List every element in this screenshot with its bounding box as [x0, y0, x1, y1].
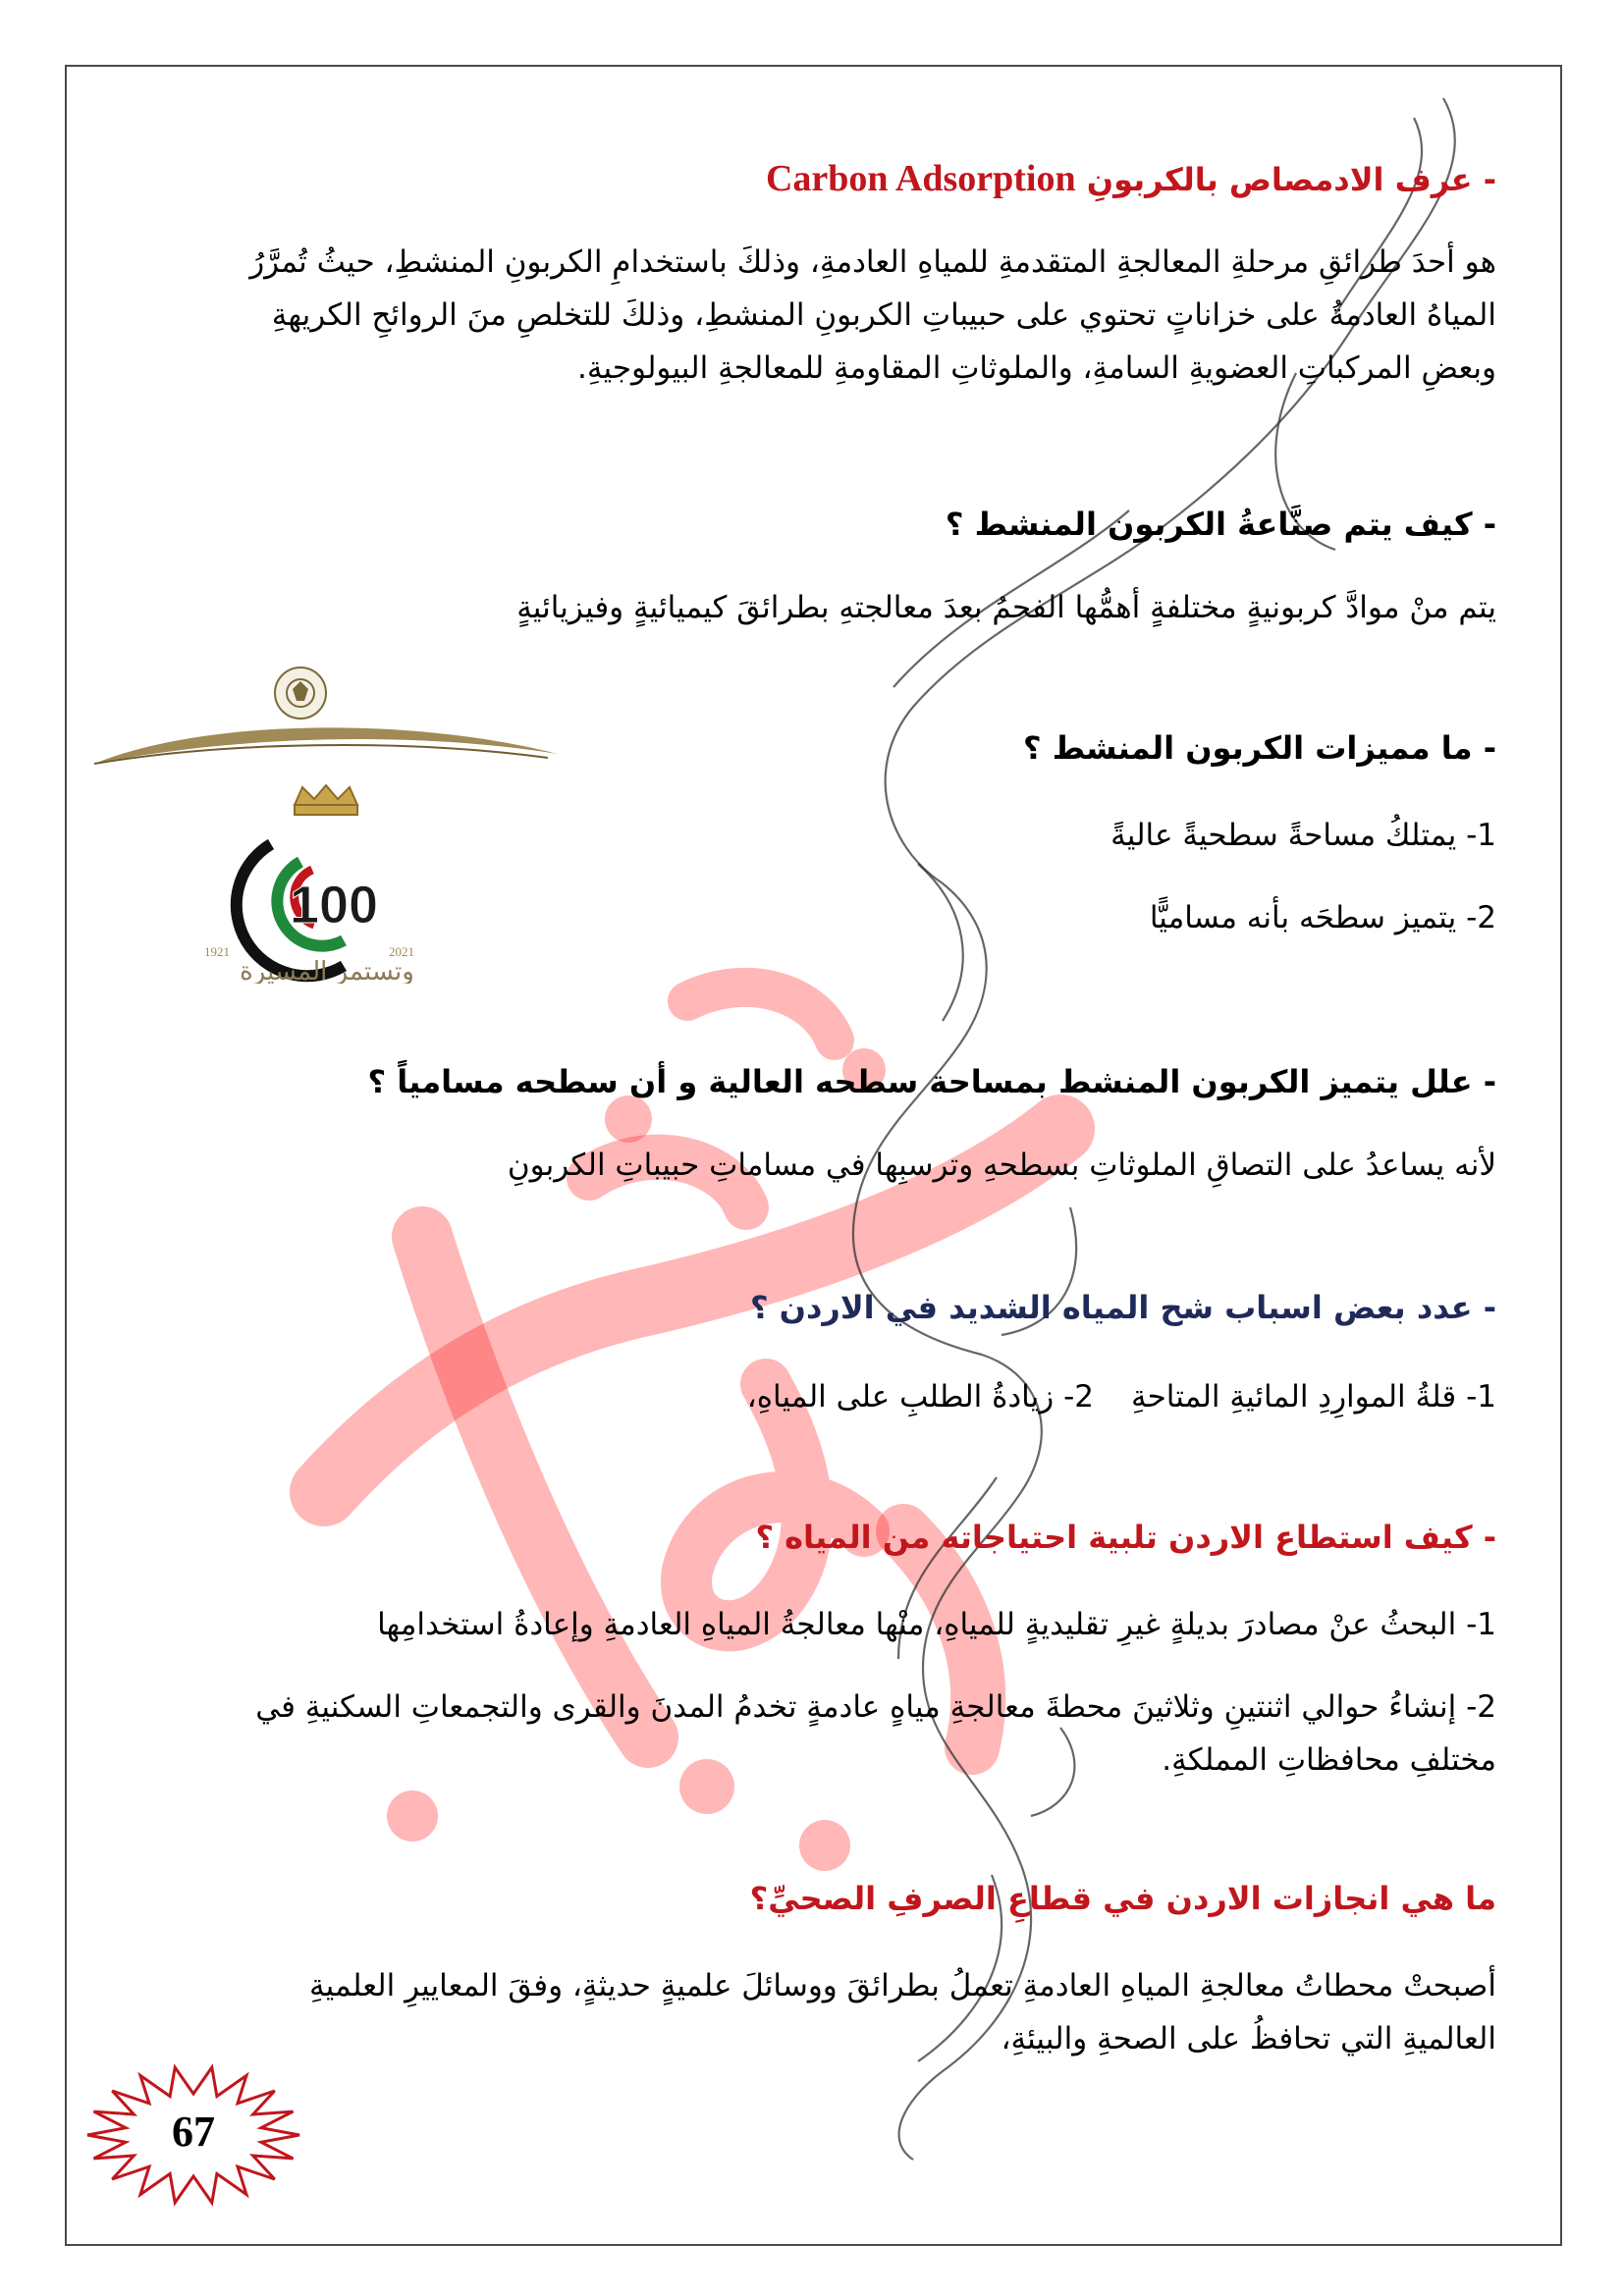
section-how-made — [128, 503, 1496, 546]
section-how-made-answer — [128, 581, 1496, 634]
heading-text: - عرف الادمصاص بالكربونِ — [1086, 161, 1496, 198]
answer-line: أصبحتْ محطاتُ معالجةِ المياهِ العادمةِ تعملُ بطرائقَ ووسائلَ علميةٍ حديثةٍ، وفقَ المعاييرِ العلميةِ — [309, 1968, 1496, 2003]
section-heading: ما هي انجازات الاردن في قطاعِ الصرفِ الصحيِّ؟ — [749, 1880, 1496, 1917]
section-heading: - علل يتميز الكربون المنشط بمساحة سطحه العالية و أن سطحه مسامياً ؟ — [367, 1063, 1496, 1100]
section-carbon-adsorption-answer — [128, 236, 1496, 395]
section-water-scarcity-answer — [128, 1370, 1496, 1423]
logo-number: 100 — [289, 876, 379, 934]
answer-two-column — [128, 1370, 1496, 1423]
answer-line: وبعضِ المركباتِ العضويةِ السامةِ، والملوثاتِ المقاومةِ للمعالجةِ البيولوجيةِ. — [576, 350, 1496, 386]
answer-line: يتم منْ موادَّ كربونيةٍ مختلفةٍ أهمُّها الفحمُ بعدَ معالجتهِ بطرائقَ كيميائيةٍ وفيزيائيةٍ — [516, 590, 1496, 625]
section-water-needs-answer — [128, 1598, 1496, 1787]
section-water-scarcity — [128, 1286, 1496, 1329]
section-heading — [128, 157, 1496, 201]
section-achievements-answer — [128, 1959, 1496, 2065]
answer-line: لأنه يساعدُ على التصاقِ الملوثاتِ بسطحهِ وترسبِها في مساماتِ حبيباتِ الكربونِ — [507, 1148, 1496, 1183]
answer-line: 2- إنشاءُ حوالي اثنتينِ وثلاثينَ محطةَ معالجةِ مياهٍ عادمةٍ تخدمُ المدنَ والقرى والتجمعاتِ السكنيةِ في — [255, 1689, 1496, 1725]
answer-line: مختلفِ محافظاتِ المملكةِ. — [1162, 1742, 1496, 1778]
section-water-needs — [128, 1516, 1496, 1559]
answer-line: 1- يمتلكُ مساحةً سطحيةً عاليةً — [1110, 818, 1496, 853]
section-features-answer — [128, 809, 1496, 944]
section-heading: - عدد بعض اسباب شح المياه الشديد في الاردن ؟ — [749, 1289, 1496, 1326]
answer-item: 1- قلةُ الموارِدِ المائيةِ المتاحةِ — [1130, 1379, 1496, 1415]
answer-line: هو أحدَ طرائقِ مرحلةِ المعالجةِ المتقدمةِ للمياهِ العادمةِ، وذلكَ باستخدامِ الكربونِ المنشطِ، حيثُ تُمرَّرُ — [249, 244, 1496, 280]
section-heading: - كيف استطاع الاردن تلبية احتياجاته من المياه ؟ — [755, 1519, 1496, 1556]
section-heading: - كيف يتم صنَّاعةُ الكربون المنشط ؟ — [945, 506, 1496, 543]
answer-line: المياهُ العادمةُ على خزاناتٍ تحتوي على حبيباتِ الكربونِ المنشطِ، وذلكَ للتخلصِ منَ الروائحِ الكريهةِ — [271, 297, 1496, 333]
logo-year-start: 1921 — [204, 944, 230, 959]
section-carbon-adsorption — [128, 157, 1496, 201]
heading-latin-term: Carbon Adsorption — [765, 158, 1076, 199]
answer-line: العالميةِ التي تحافظُ على الصحةِ والبيئةِ، — [1001, 2021, 1496, 2056]
answer-line: 2- يتميز سطحَه بأنه مساميًّا — [1149, 900, 1496, 935]
page-number: 67 — [172, 2108, 215, 2156]
section-heading: - ما مميزات الكربون المنشط ؟ — [1023, 729, 1496, 767]
answer-item: 2- زيادةُ الطلبِ على المياهِ، — [746, 1379, 1094, 1415]
answer-line: 1- البحثُ عنْ مصادرَ بديلةٍ غيرِ تقليديةٍ للمياهِ، منْها معالجةُ المياهِ العادمةِ وإعادةُ استخدامِها — [377, 1607, 1496, 1642]
logo-year-end: 2021 — [389, 944, 414, 959]
section-features — [128, 726, 1496, 770]
logo-slogan: وتستمر المسيرة — [240, 957, 414, 984]
section-justify — [128, 1060, 1496, 1103]
section-achievements — [128, 1877, 1496, 1920]
section-justify-answer — [128, 1139, 1496, 1192]
